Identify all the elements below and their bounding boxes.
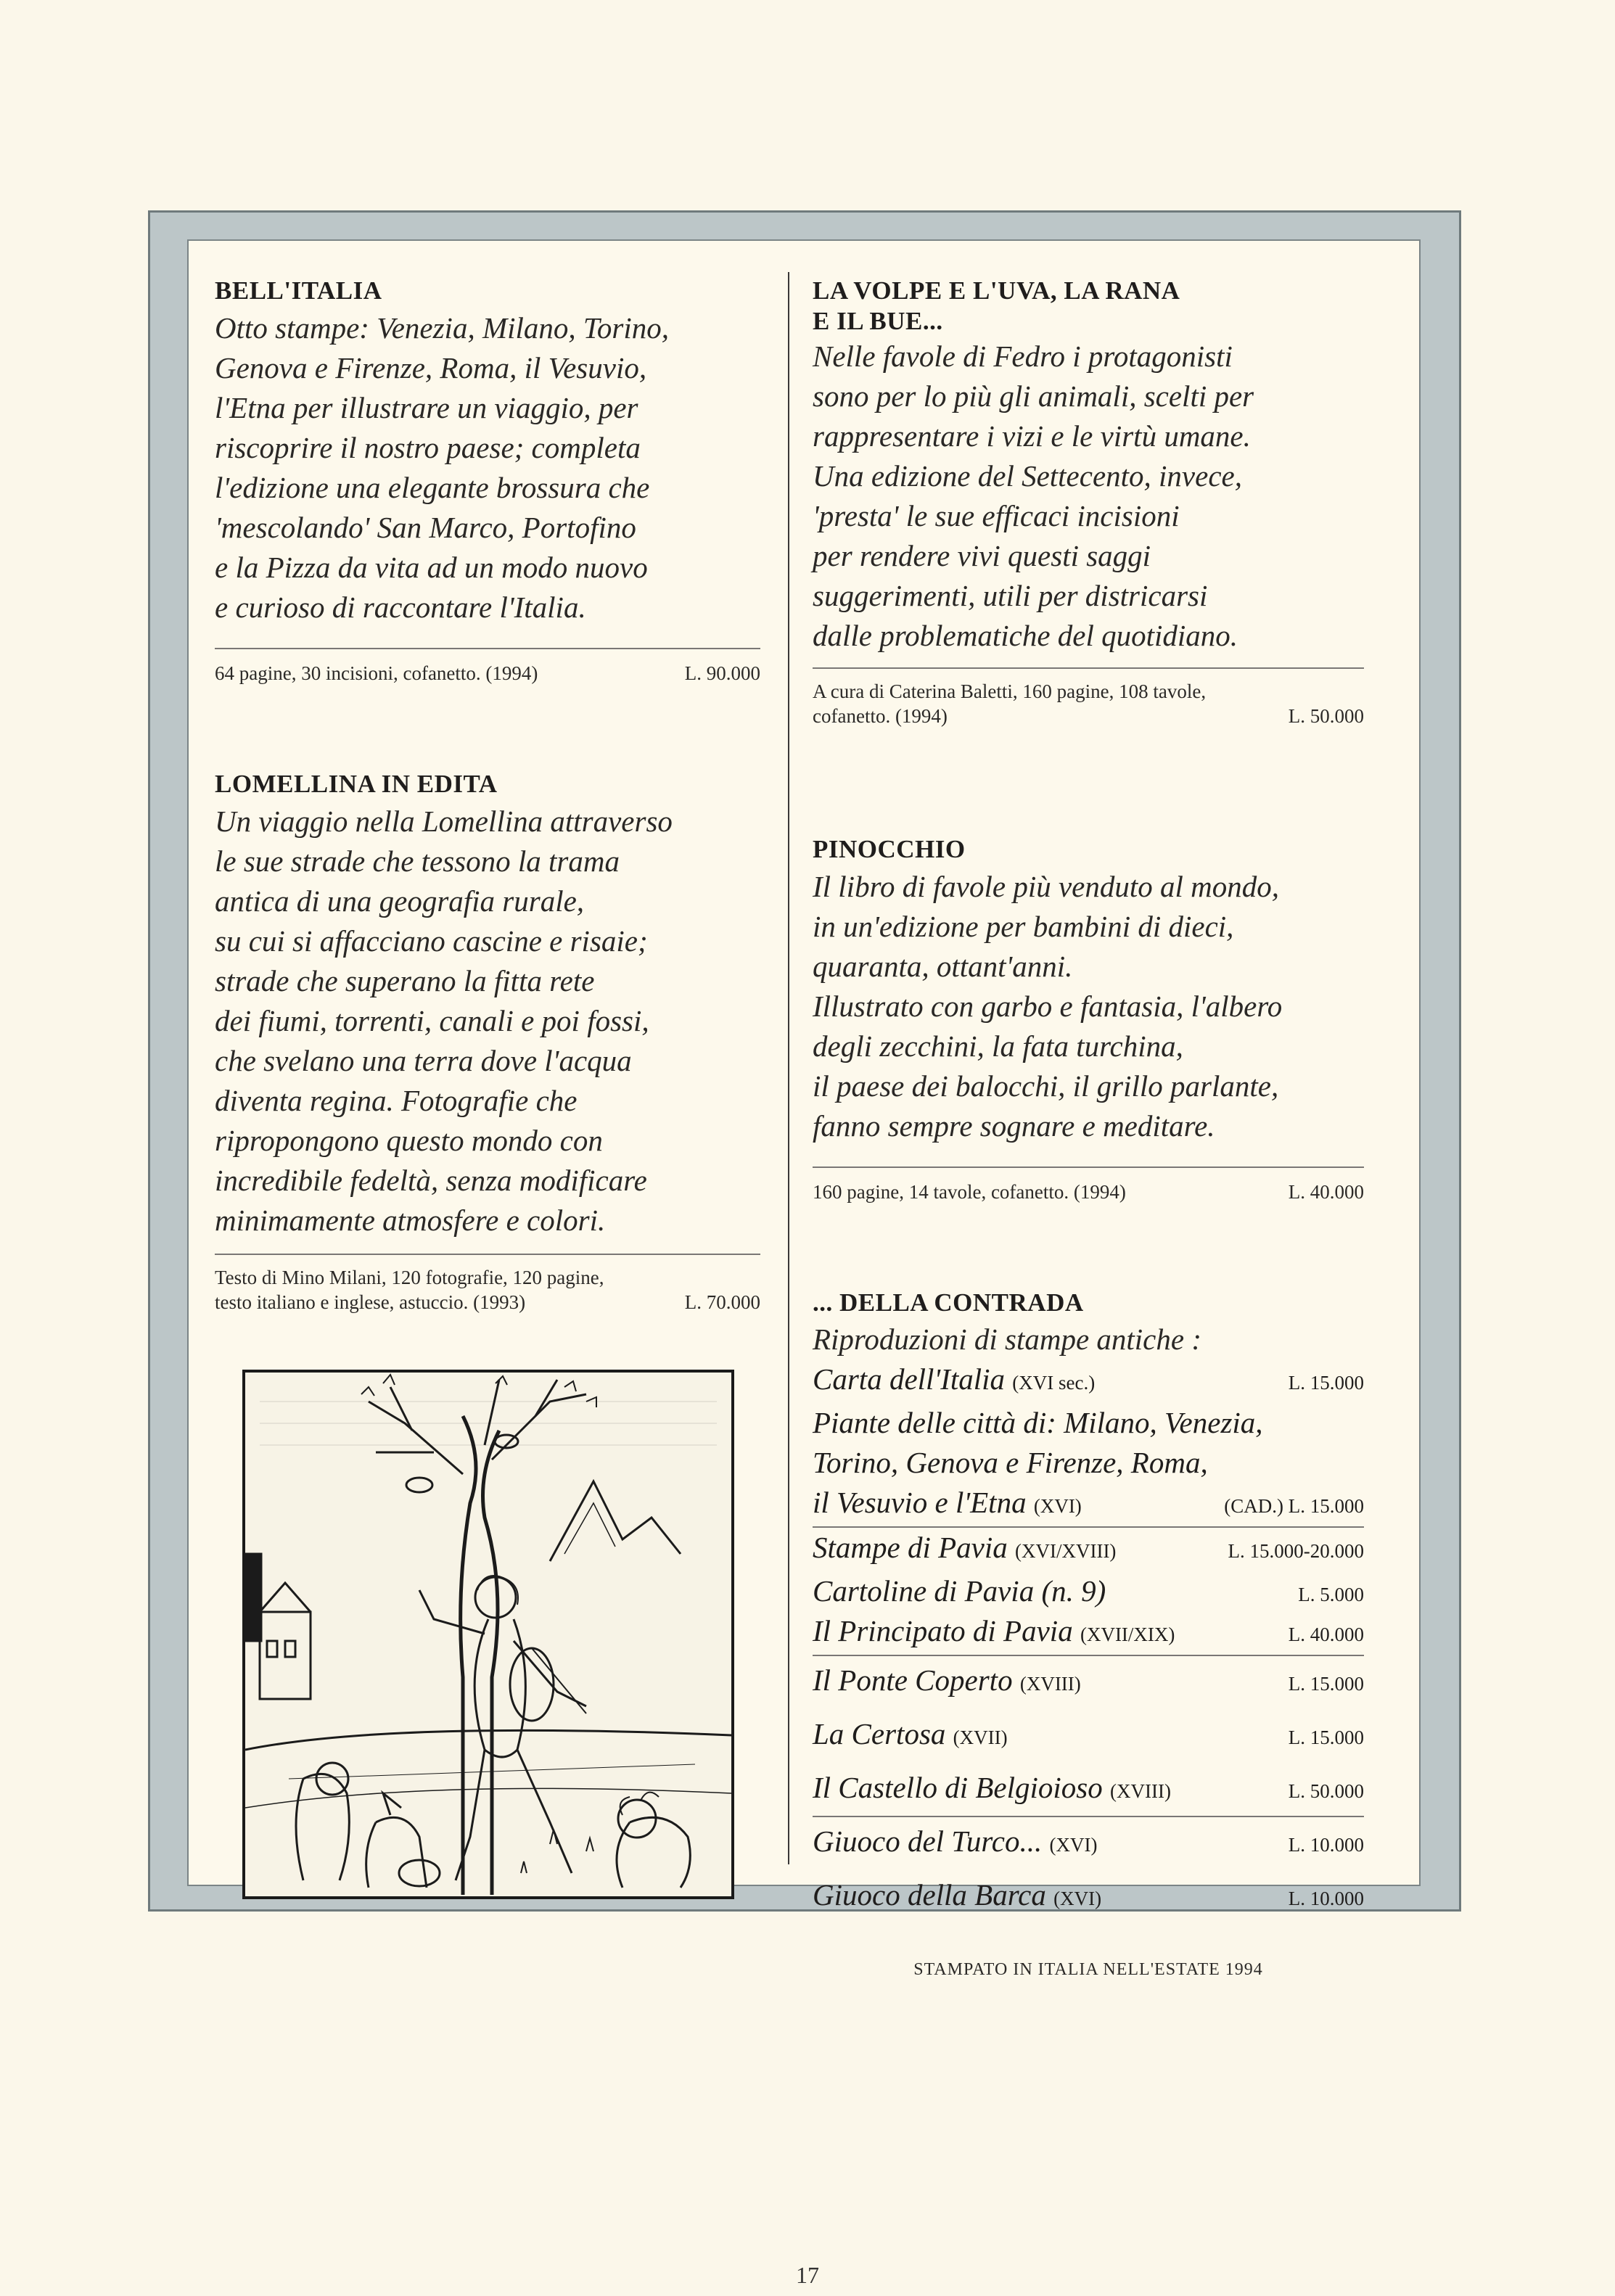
section-contrada	[813, 1288, 1364, 1919]
section-title: BELL'ITALIA	[215, 276, 382, 305]
section-description: Un viaggio nella Lomellina attraverso le sue strade che tessono la trama antica di una geografia rurale, su cui si affacciano cascine e risaie; strade che superano la fitta rete dei fiumi, torrenti, canali e poi fossi, che svelano una terra dove l'acqua diventa regina. Fotografie che ripropongono questo mondo con incredibile fedeltà, senza modificare minimamente atmosfere e colori.	[215, 805, 673, 1237]
page-number: 17	[796, 2262, 819, 2288]
section-title: LA VOLPE E L'UVA, LA RANA E IL BUE...	[813, 276, 1180, 335]
print-item: il Vesuvio e l'Etna (XVI) (CAD.) L. 15.000	[813, 1486, 1364, 1519]
print-item: Giuoco del Turco... (XVI) L. 10.000	[813, 1824, 1364, 1858]
price: L. 40.000	[1288, 1181, 1364, 1203]
print-item: Torino, Genova e Firenze, Roma,	[813, 1446, 1208, 1479]
section-description: Il libro di favole più venduto al mondo, in un'edizione per bambini di dieci, quaranta, ottant'anni. Illustrato con garbo e fantasia, l'albero degli zecchini, la fata turchina, il paese dei balocchi, il grillo parlante, fanno sempre sognare e meditare.	[813, 870, 1283, 1143]
separator	[813, 667, 1364, 669]
separator	[813, 1655, 1364, 1656]
price: L. 50.000	[1288, 705, 1364, 727]
book-details: 64 pagine, 30 incisioni, cofanetto. (1994) L. 90.000	[215, 662, 760, 684]
column-divider	[788, 272, 789, 1864]
section-bellitalia	[215, 276, 760, 686]
print-item: Il Principato di Pavia (XVII/XIX) L. 40.000	[813, 1614, 1364, 1647]
separator	[813, 1166, 1364, 1168]
print-item: Stampe di Pavia (XVI/XVIII) L. 15.000-20.000	[813, 1531, 1364, 1564]
book-details: Testo di Mino Milani, 120 fotografie, 120 pagine, testo italiano e inglese, astuccio. (1993) L. 70.000	[215, 1267, 760, 1313]
print-item: Piante delle città di: Milano, Venezia,	[813, 1406, 1263, 1439]
section-pinocchio	[813, 834, 1364, 1204]
separator	[215, 648, 760, 649]
section-lomellina	[215, 769, 760, 1314]
print-item: Il Castello di Belgioioso (XVIII) L. 50.000	[813, 1771, 1364, 1804]
book-details: 160 pagine, 14 tavole, cofanetto. (1994) L. 40.000	[813, 1181, 1364, 1203]
section-description: Otto stampe: Venezia, Milano, Torino, Genova e Firenze, Roma, il Vesuvio, l'Etna per illustrare un viaggio, per riscoprire il nostro paese; completa l'edizione una elegante brossura che 'mescolando' San Marco, Portofino e la Pizza da vita ad un modo nuovo e curioso di raccontare l'Italia.	[215, 311, 670, 624]
price: L. 70.000	[684, 1291, 760, 1313]
print-item: Carta dell'Italia (XVI sec.) L. 15.000	[813, 1362, 1364, 1396]
woodcut-illustration	[242, 1370, 734, 1899]
print-item: Il Ponte Coperto (XVIII) L. 15.000	[813, 1663, 1364, 1697]
section-title: ... DELLA CONTRADA	[813, 1288, 1084, 1317]
colophon: STAMPATO IN ITALIA NELL'ESTATE 1994	[913, 1960, 1263, 1979]
section-title: PINOCCHIO	[813, 835, 966, 863]
price: L. 90.000	[684, 662, 760, 684]
section-subtitle: Riproduzioni di stampe antiche :	[813, 1322, 1201, 1356]
print-item: Cartoline di Pavia (n. 9) L. 5.000	[813, 1574, 1364, 1608]
book-details: A cura di Caterina Baletti, 160 pagine, 108 tavole, cofanetto. (1994) L. 50.000	[813, 680, 1364, 727]
section-volpe	[813, 276, 1364, 728]
print-item: La Certosa (XVII) L. 15.000	[813, 1717, 1364, 1750]
print-item: Giuoco della Barca (XVI) L. 10.000	[813, 1878, 1364, 1912]
section-description: Nelle favole di Fedro i protagonisti sono per lo più gli animali, scelti per rappresentare i vizi e le virtù umane. Una edizione del Settecento, invece, 'presta' le sue efficaci incisioni per rendere vivi questi saggi suggerimenti, utili per districarsi dalle problematiche del quotidiano.	[813, 340, 1254, 652]
separator	[813, 1816, 1364, 1817]
section-title: LOMELLINA IN EDITA	[215, 770, 498, 798]
separator	[215, 1254, 760, 1255]
